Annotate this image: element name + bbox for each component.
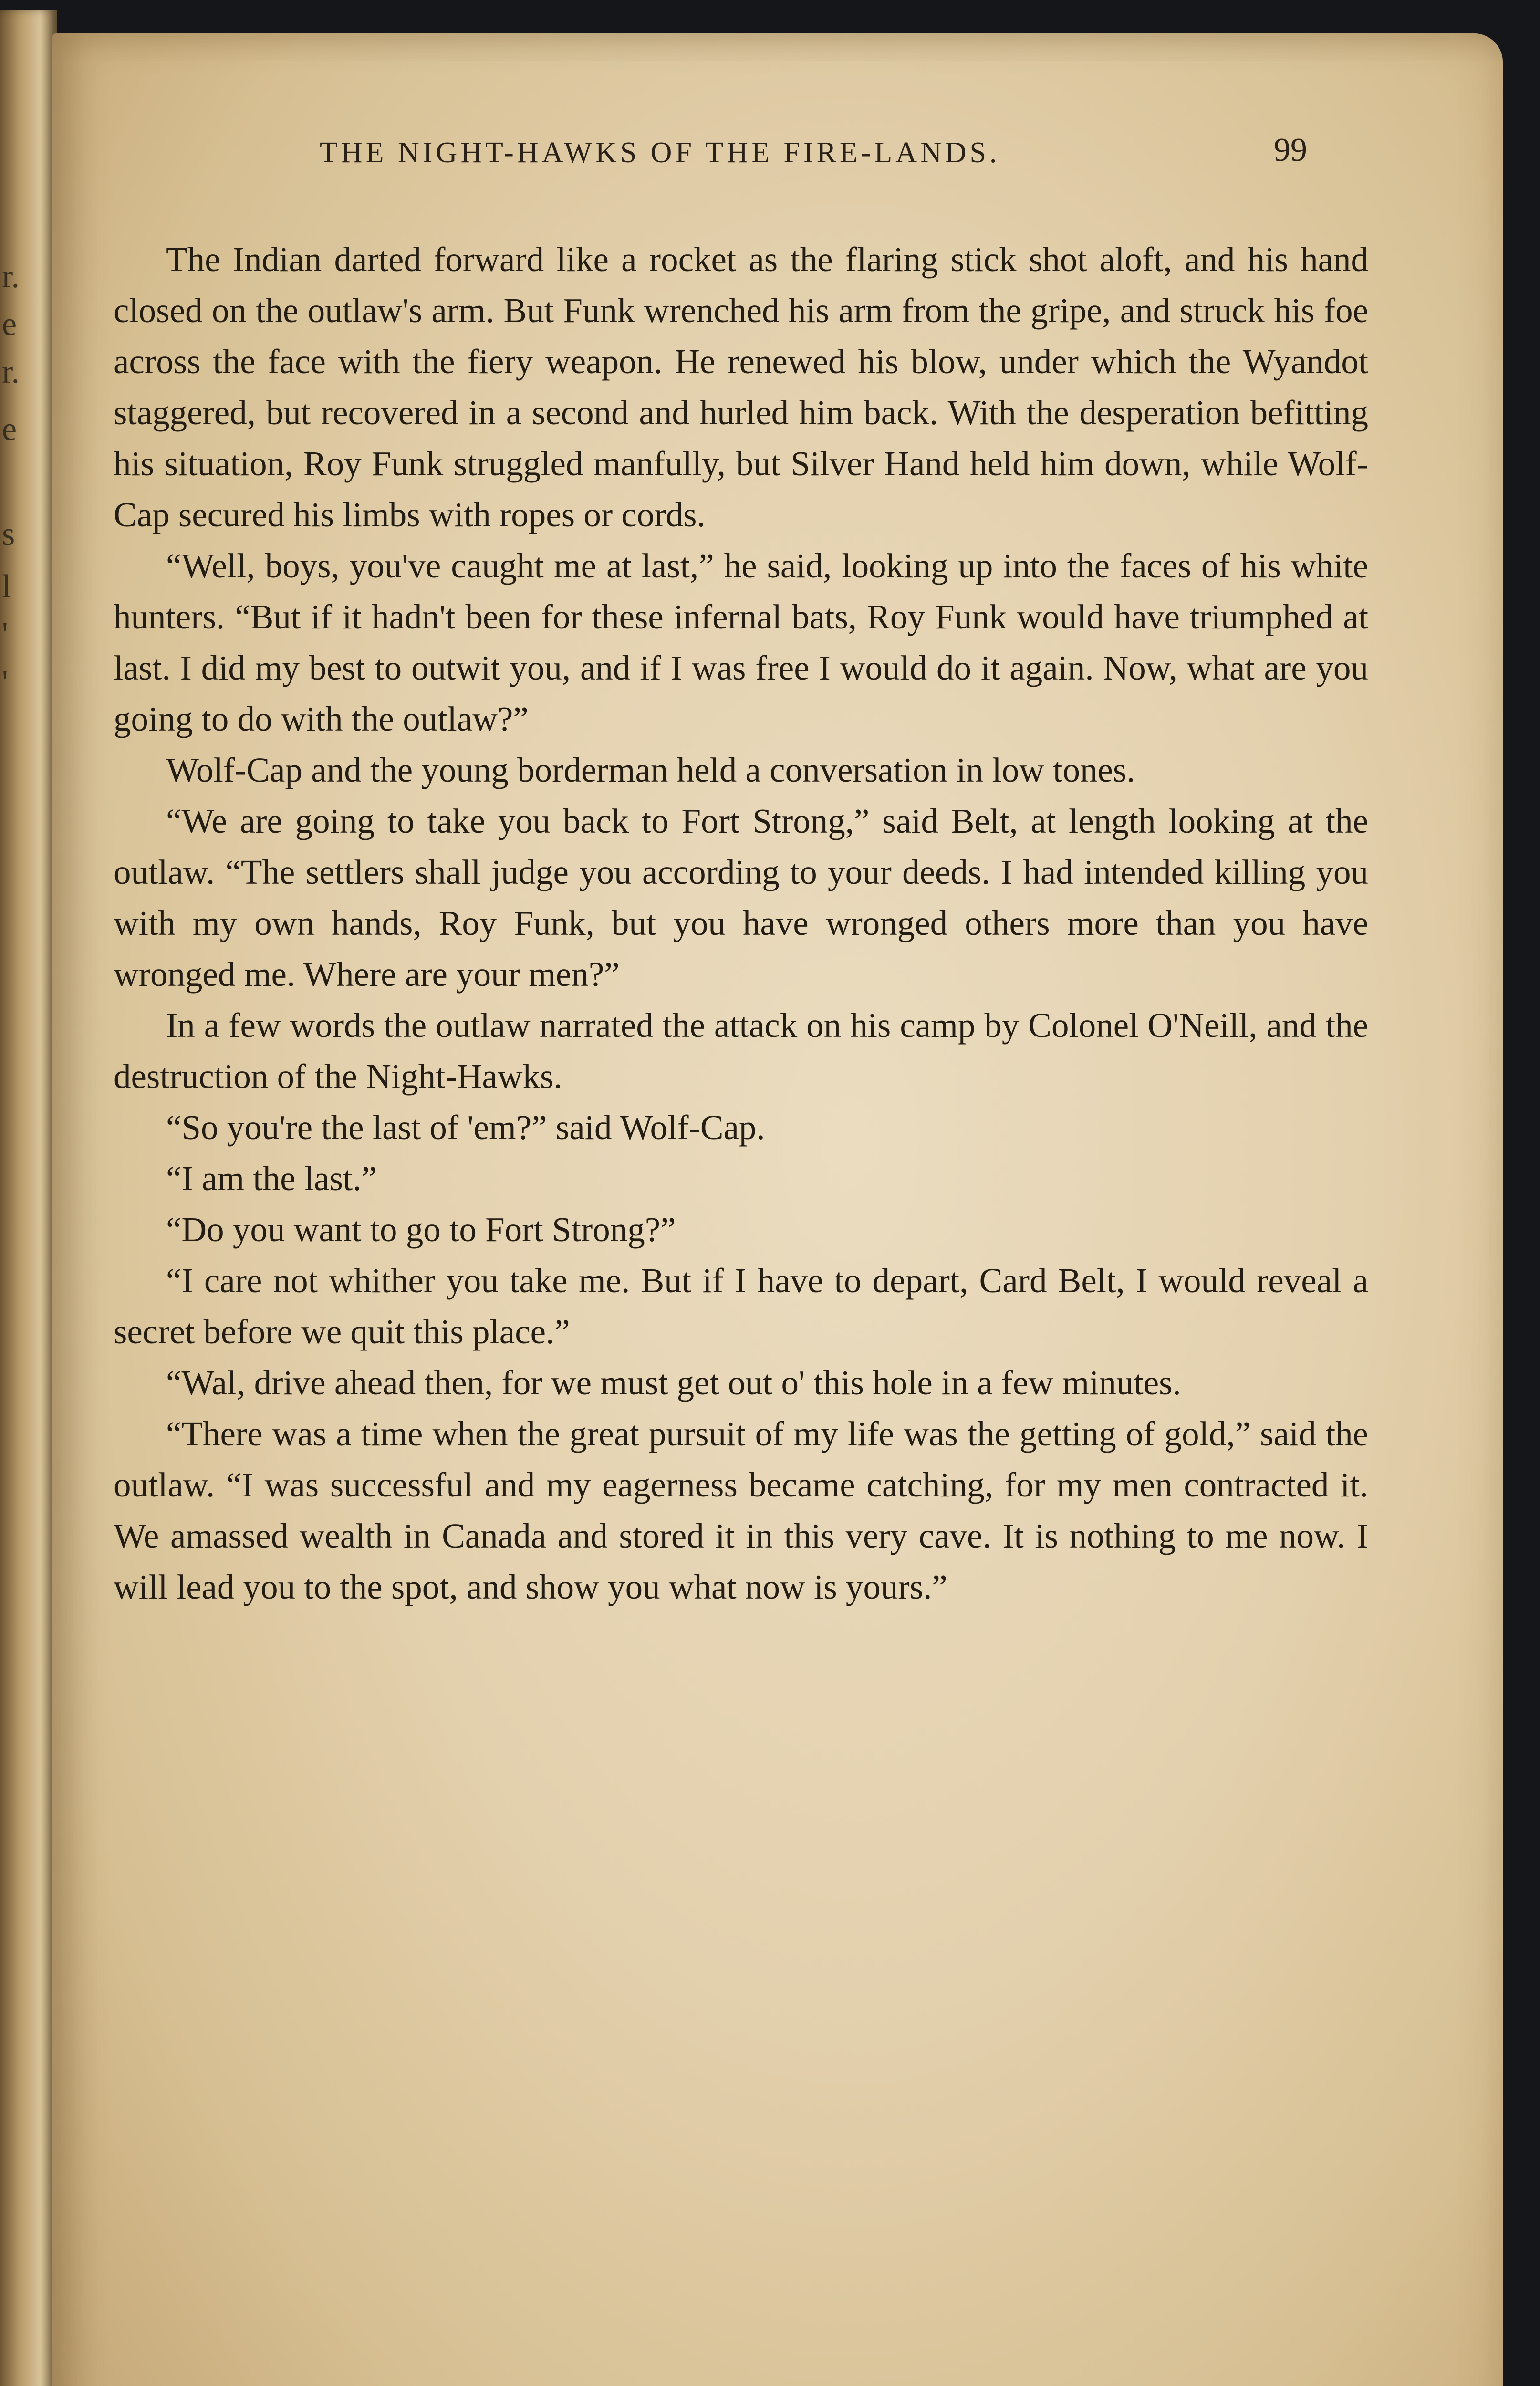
body-text — [114, 234, 1368, 1612]
left-page-fragment: e — [2, 306, 17, 343]
book-page — [52, 33, 1503, 2386]
paragraph: “Wal, drive ahead then, for we must get out o' this hole in a few minutes. — [166, 1363, 1181, 1402]
left-page-fragment: s — [2, 516, 15, 553]
left-page-fragment: ' — [2, 664, 8, 701]
paragraph: “So you're the last of 'em?” said Wolf-Cap. — [166, 1108, 765, 1147]
paragraph: Wolf-Cap and the young borderman held a conversation in low tones. — [166, 751, 1135, 789]
paragraph: “I am the last.” — [166, 1159, 377, 1198]
paragraph: “We are going to take you back to Fort Strong,” said Belt, at length looking at the outlaw. “The settlers shall judge you according to your deeds. I had intended killing you with my own hands, Roy Funk, but you have wronged others more than you have wronged me. Where are your men?” — [114, 802, 1368, 994]
paragraph: “There was a time when the great pursuit of my life was the getting of gold,” said the outlaw. “I was successful and my eagerness became catching, for my men contracted it. We amassed wealth in Canada and stored it in this very cave. It is nothing to me now. I will lead you to the spot, and show you what now is yours.” — [114, 1414, 1368, 1606]
paragraph: “Well, boys, you've caught me at last,” he said, looking up into the faces of his white hunters. “But if it hadn't been for these infernal bats, Roy Funk would have triumphed at last. I did my best to outwit you, and if I was free I would do it again. Now, what are you going to do with the outlaw?” — [114, 546, 1368, 738]
page-number: 99 — [1274, 132, 1307, 168]
paragraph: “Do you want to go to Fort Strong?” — [166, 1210, 676, 1249]
left-page-edge — [0, 10, 57, 2386]
left-page-fragment: e — [2, 411, 17, 448]
paragraph: The Indian darted forward like a rocket as the flaring stick shot aloft, and his hand closed on the outlaw's arm. But Funk wrenched his arm from the gripe, and struck his foe across the face with the fiery weapon. He renewed his blow, under which the Wyandot staggered, but recovered in a second and hurled him back. With the desperation befitting his situation, Roy Funk struggled manfully, but Silver Hand held him down, while Wolf-Cap secured his limbs with ropes or cords. — [114, 240, 1368, 534]
paragraph: In a few words the outlaw narrated the attack on his camp by Colonel O'Neill, and the destruction of the Night-Hawks. — [114, 1006, 1368, 1096]
left-page-fragment: r. — [2, 354, 20, 390]
left-page-fragment: l — [2, 568, 11, 605]
left-page-fragment: ' — [2, 616, 8, 653]
left-page-fragment: r. — [2, 258, 20, 295]
running-head: THE NIGHT-HAWKS OF THE FIRE-LANDS. — [320, 136, 1000, 169]
paragraph: “I care not whither you take me. But if I have to depart, Card Belt, I would reveal a secret before we quit this place.” — [114, 1261, 1368, 1351]
